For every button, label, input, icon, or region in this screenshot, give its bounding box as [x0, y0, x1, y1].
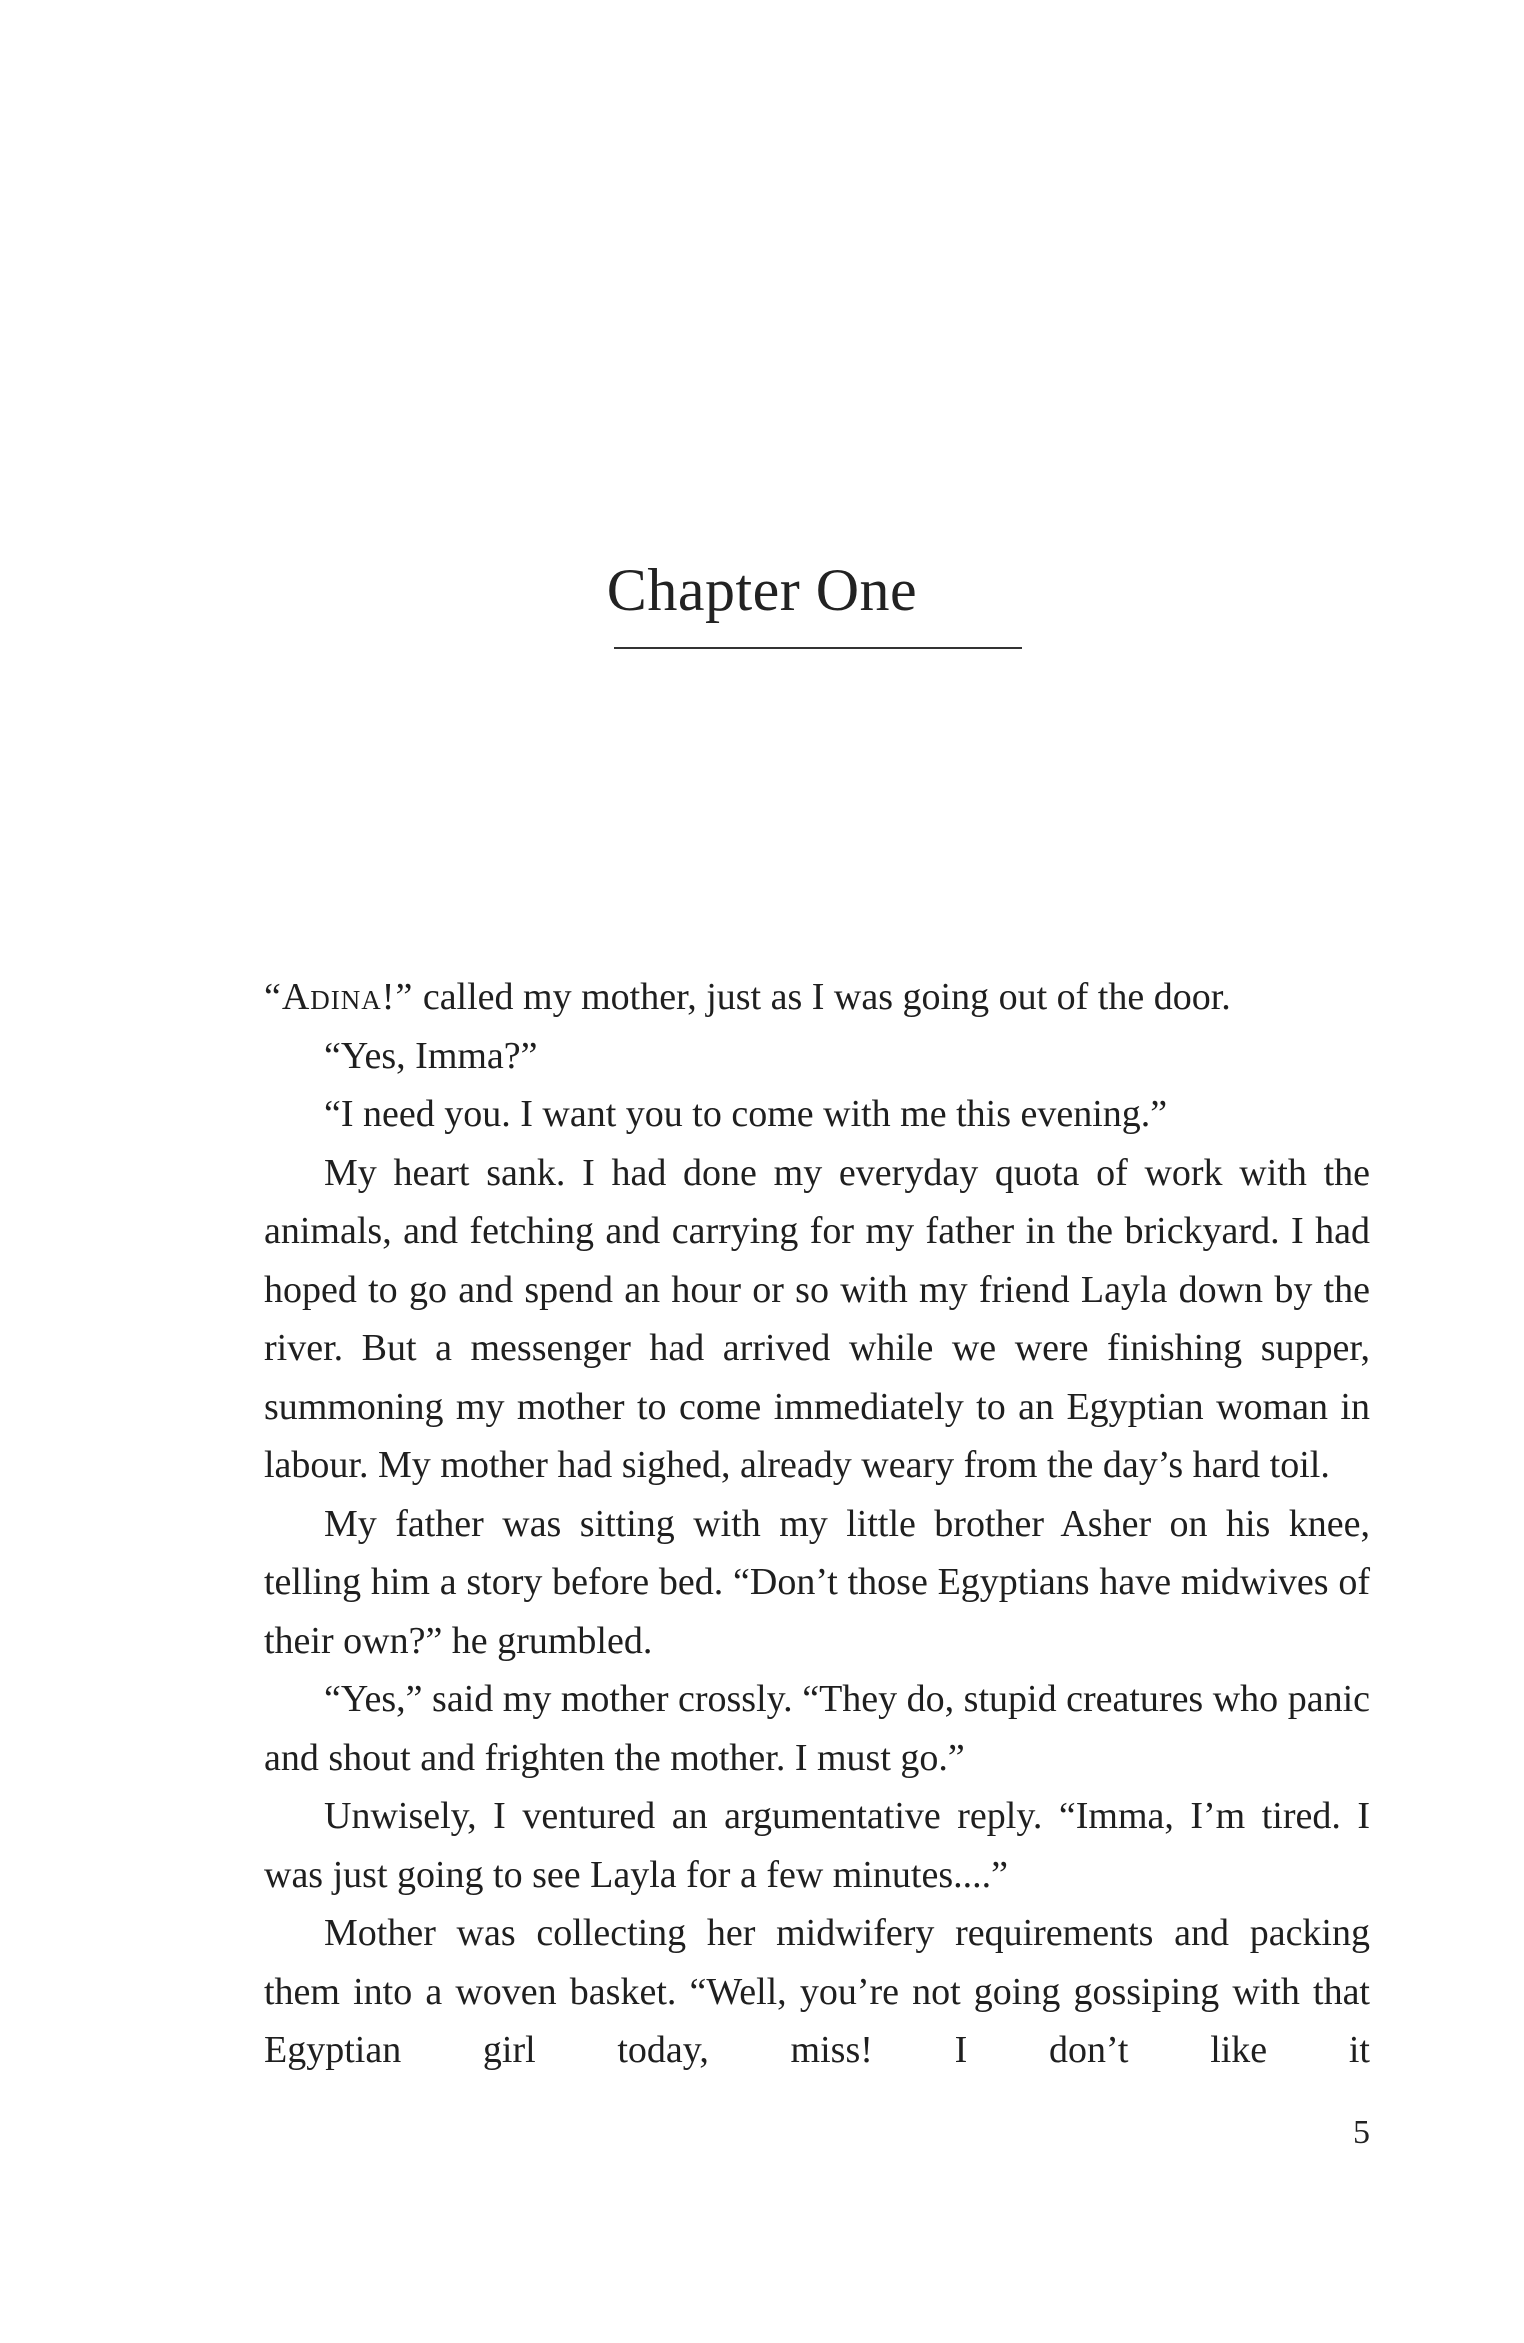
paragraph-3: “I need you. I want you to come with me this evening.” — [324, 1093, 1168, 1135]
paragraph-1 — [264, 968, 1370, 1027]
chapter-body — [264, 968, 1370, 2080]
title-underline — [614, 647, 1022, 649]
paragraph-7: Unwisely, I ventured an argumentative reply. “Imma, I’m tired. I was just going to see Layla for a few minutes....” — [264, 1795, 1370, 1896]
paragraph-8: Mother was collecting her midwifery requirements and packing them into a woven basket. “Well, you’re not going gossiping with that Egyptian girl today, miss! I don’t like it — [264, 1912, 1370, 2071]
paragraph-4: My heart sank. I had done my everyday quota of work with the animals, and fetching and carrying for my father in the brickyard. I had hoped to go and spend an hour or so with my friend Layla down by the river. But a messenger had arrived while we were finishing supper, summoning my mother to come immediately to an Egyptian woman in labour. My mother had sighed, already weary from the day’s hard toil. — [264, 1151, 1370, 1486]
paragraph-6: “Yes,” said my mother crossly. “They do, stupid creatures who panic and shout and frighten the mother. I must go.” — [264, 1678, 1370, 1779]
opening-sentence: called my mother, just as I was going out of the door. — [413, 976, 1231, 1018]
paragraph-2: “Yes, Imma?” — [324, 1034, 538, 1077]
paragraph-5: My father was sitting with my little brother Asher on his knee, telling him a story before bed. “Don’t those Egyptians have midwives of their own?” he grumbled. — [264, 1502, 1370, 1662]
opening-name: “Adina!” — [264, 976, 414, 1018]
page-number: 5 — [1353, 2114, 1370, 2151]
chapter-title: Chapter One — [606, 557, 918, 623]
